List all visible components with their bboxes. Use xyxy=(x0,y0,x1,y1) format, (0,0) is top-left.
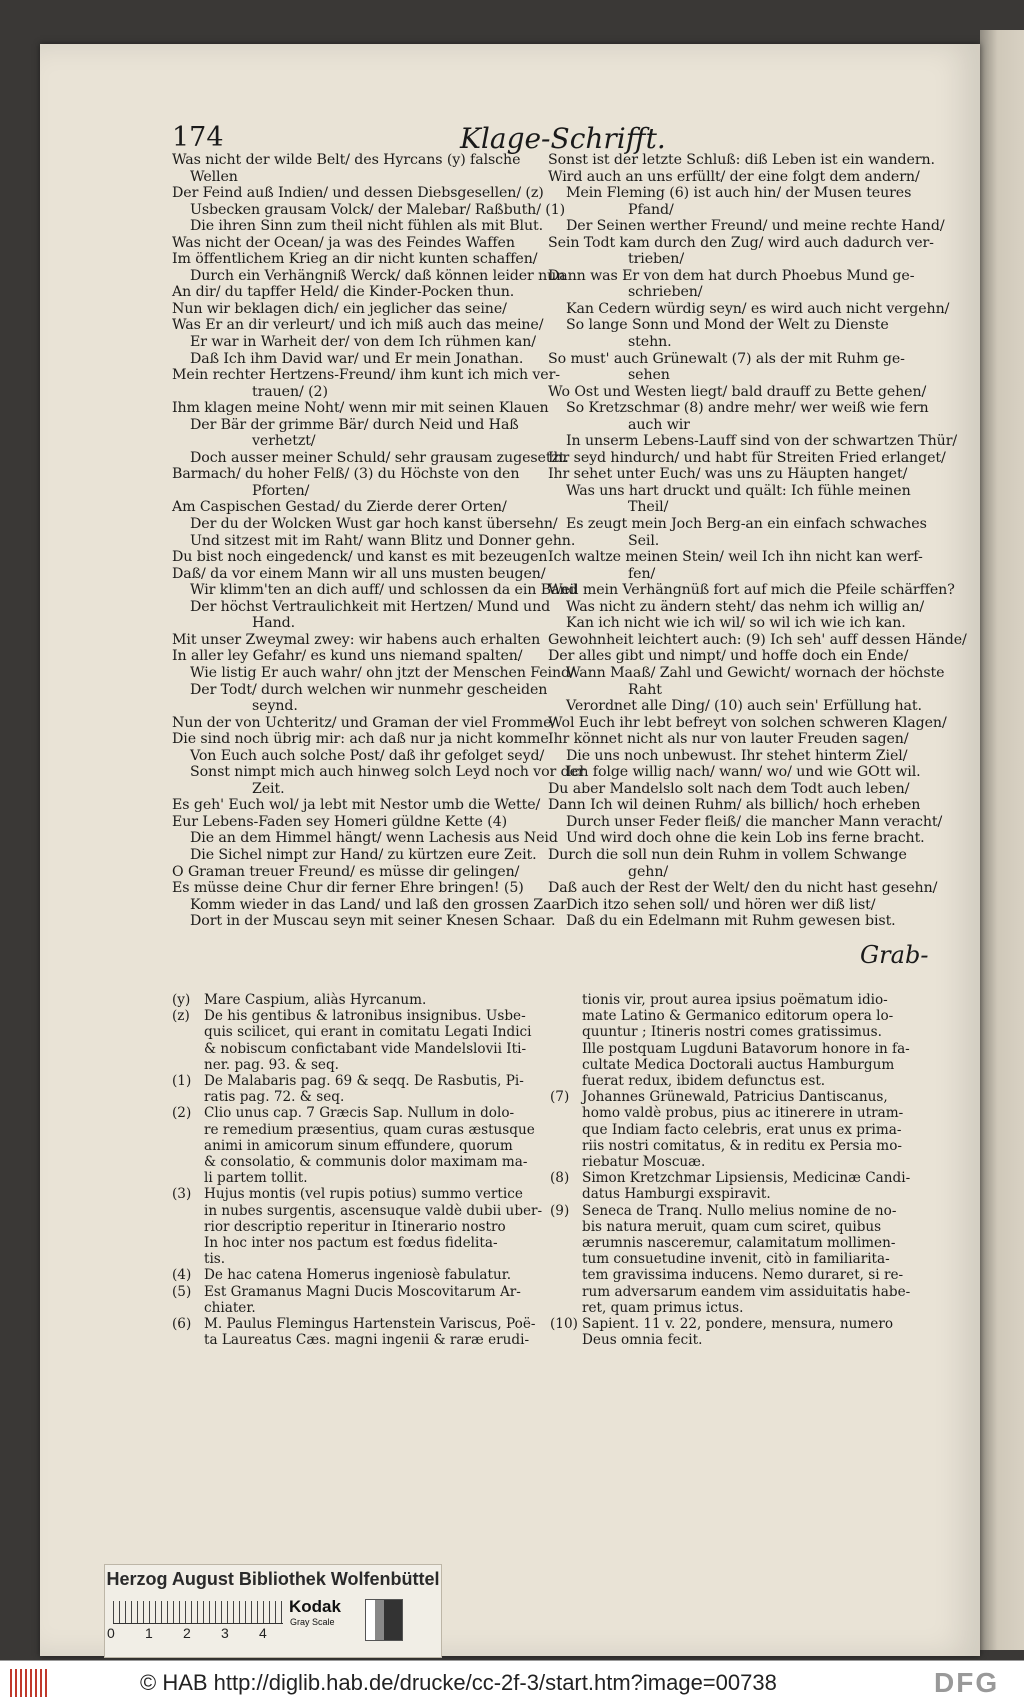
verse-line: Wir klimm'ten an dich auff/ und schlossen da ein Band xyxy=(190,582,578,599)
footnote-text: mate Latino & Germanico editorum opera lo- xyxy=(582,1008,894,1025)
footnote-line xyxy=(172,1267,542,1283)
verse-line: Komm wieder in das Land/ und laß den grossen Zaar xyxy=(190,896,567,913)
footnote-line xyxy=(550,1284,910,1300)
footnote-line xyxy=(550,1057,910,1073)
footnote-line xyxy=(550,1316,910,1332)
footnote-text: Sapient. 11 v. 22, pondere, mensura, numero xyxy=(582,1316,894,1333)
footnote-text: que Indiam facto celebris, erat unus ex prima- xyxy=(582,1121,902,1138)
verse-line: Der Seinen werther Freund/ und meine rechte Hand/ xyxy=(566,218,945,235)
gray-scale-label: Gray Scale xyxy=(290,1617,335,1627)
verse-line: Du bist noch eingedenck/ und kanst es mit bezeugen xyxy=(172,549,548,566)
footnote-line xyxy=(172,1105,542,1121)
verse-line: So must' auch Grünewalt (7) als der mit Ruhm ge- xyxy=(548,350,905,367)
verse-line: trauen/ (2) xyxy=(252,383,328,400)
verse-line: Doch ausser meiner Schuld/ sehr grausam zugesetzt. xyxy=(190,449,569,466)
verse-line: Der Feind auß Indien/ und dessen Diebsgesellen/ (z) xyxy=(172,185,544,202)
footnote-text: li partem tollit. xyxy=(204,1170,308,1187)
poem-column-left xyxy=(172,152,585,930)
footnote-line xyxy=(172,1089,542,1105)
verse-line: Die uns noch unbewust. Ihr stehet hinterm Ziel/ xyxy=(566,747,908,764)
footnote-marker: (4) xyxy=(172,1267,192,1284)
footnote-line xyxy=(172,992,542,1008)
footnote-marker: (7) xyxy=(550,1089,570,1106)
verse-line: Die Sichel nimpt zur Hand/ zu kürtzen eure Zeit. xyxy=(190,846,537,863)
verse-line: Und sitzest mit im Raht/ wann Blitz und Donner gehn. xyxy=(190,532,576,549)
verse-line: Ich waltze meinen Stein/ weil Ich ihn nicht kan werf- xyxy=(548,549,923,566)
verse-line: Dich itzo sehen soll/ und hören wer diß list/ xyxy=(566,896,876,913)
verse-line: Der höchst Vertraulichkeit mit Hertzen/ Mund und xyxy=(190,598,551,615)
verse-line: trieben/ xyxy=(628,251,685,268)
verse-line: auch wir xyxy=(628,416,690,433)
running-title: Klage-Schrifft. xyxy=(460,122,666,155)
scale-numbers xyxy=(107,1625,297,1641)
hab-logo-icon xyxy=(10,1669,48,1697)
footnote-text: Clio unus cap. 7 Græcis Sap. Nullum in dolo- xyxy=(204,1105,515,1122)
scale-number: 0 xyxy=(107,1625,115,1641)
footnote-text: Deus omnia fecit. xyxy=(582,1332,703,1349)
footnote-text: tum consuetudine invenit, citò in familiarita- xyxy=(582,1251,890,1268)
footnote-line xyxy=(172,1203,542,1219)
footnotes-right xyxy=(550,992,910,1348)
verse-line: Durch ein Verhängniß Werck/ daß können leider nun xyxy=(190,267,566,284)
viewer-footer xyxy=(0,1660,1024,1705)
footnote-marker: (y) xyxy=(172,992,191,1008)
footnote-line xyxy=(550,1041,910,1057)
scale-number: 1 xyxy=(145,1625,153,1641)
verse-line: Eur Lebens-Faden sey Homeri güldne Kette (4) xyxy=(172,813,508,830)
footnote-text: Hujus montis (vel rupis potius) summo vertice xyxy=(204,1186,523,1203)
verse-line: In unserm Lebens-Lauff sind von der schwartzen Thür/ xyxy=(566,433,958,450)
footnote-text: ærumnis nasceremur, calamitatum mollimen- xyxy=(582,1235,896,1252)
verse-line: Der du der Wolcken Wust gar hoch kanst übersehn/ xyxy=(190,516,558,533)
verse-line: Du aber Mandelslo solt nach dem Todt auch leben/ xyxy=(548,780,910,797)
footnote-line xyxy=(172,1154,542,1170)
footnote-text: ta Laureatus Cæs. magni ingenii & raræ erudi- xyxy=(204,1332,530,1349)
footnote-text: tionis vir, prout aurea ipsius poëmatum idio- xyxy=(582,992,888,1008)
verse-line: Daß auch der Rest der Welt/ den du nicht hast gesehn/ xyxy=(548,880,938,897)
footnote-line xyxy=(550,1186,910,1202)
verse-line: Die sind noch übrig mir: ach daß nur ja nicht komme xyxy=(172,731,549,748)
verse-line: Nun der von Uchteritz/ und Graman der viel Fromme/ xyxy=(172,714,557,731)
footnote-line xyxy=(172,1186,542,1202)
footnote-text: re remedium præsentius, quam curas æstusque xyxy=(204,1121,535,1138)
verse-line: Ihr seyd hindurch/ und habt für Streiten Fried erlanget/ xyxy=(548,449,946,466)
verse-line: So lange Sonn und Mond der Welt zu Dienste xyxy=(566,317,889,334)
verse-line: Usbecken grausam Volck/ der Malebar/ Raßbuth/ (1) xyxy=(190,201,566,218)
footnote-text: rum adversarum eandem vim assiduitatis habe- xyxy=(582,1283,911,1300)
footnote-marker: (2) xyxy=(172,1105,192,1122)
footnote-text: quuntur ; Itineris nostri comes gratissimus. xyxy=(582,1024,882,1041)
verse-line: Daß du ein Edelmann mit Ruhm gewesen bist. xyxy=(566,913,896,930)
verse-line: Was uns hart druckt und quält: Ich fühle meinen xyxy=(566,482,911,499)
footnote-line xyxy=(550,1008,910,1024)
verse-line: Ihr könnet nicht als nur von lauter Freuden sagen/ xyxy=(548,731,909,748)
verse-line: Dann Ich wil deinen Ruhm/ als billich/ hoch erheben xyxy=(548,797,921,814)
footnote-text: Mare Caspium, aliàs Hyrcanum. xyxy=(204,992,427,1008)
verse-line: Sonst nimpt mich auch hinweg solch Leyd noch vor der xyxy=(190,764,585,781)
verse-line: Der Bär der grimme Bär/ durch Neid und Haß xyxy=(190,416,519,433)
footnote-text: & consolatio, & communis dolor maximam ma- xyxy=(204,1154,528,1171)
verse-line: Verordnet alle Ding/ (10) auch sein' Erfüllung hat. xyxy=(566,698,922,715)
verse-line: Der alles gibt und nimpt/ und hoffe doch ein Ende/ xyxy=(548,648,909,665)
footnote-line xyxy=(550,1073,910,1089)
verse-line: Wird auch an uns erfüllt/ der eine folgt dem andern/ xyxy=(548,168,920,185)
footnote-text: in nubes surgentis, ascensuque valdè dubii uber- xyxy=(204,1202,543,1219)
footnotes-left xyxy=(172,992,542,1348)
footnote-text: chiater. xyxy=(204,1299,256,1316)
verse-line: Gewohnheit leichtert auch: (9) Ich seh' auff dessen Hände/ xyxy=(548,631,967,648)
verse-line: Zeit. xyxy=(252,780,285,797)
footnote-line xyxy=(550,1089,910,1105)
verse-line: Daß Ich ihm David war/ und Er mein Jonathan. xyxy=(190,350,524,367)
verse-line: Theil/ xyxy=(628,499,669,516)
footnote-marker: (5) xyxy=(172,1283,192,1300)
library-name: Herzog August Bibliothek Wolfenbüttel xyxy=(106,1569,440,1589)
verse-line: Weil mein Verhängnüß fort auf mich die Pfeile schärffen? xyxy=(548,582,955,599)
footnote-line xyxy=(550,1105,910,1121)
verse-line: So Kretzschmar (8) andre mehr/ wer weiß wie fern xyxy=(566,400,929,417)
verse-line: Barmach/ du hoher Felß/ (3) du Höchste von den xyxy=(172,466,520,483)
footnote-line xyxy=(172,1300,542,1316)
scale-number: 3 xyxy=(221,1625,229,1641)
verse-line: Nun wir beklagen dich/ ein jeglicher das seine/ xyxy=(172,300,507,317)
footnote-text: Simon Kretzchmar Lipsiensis, Medicinæ Candi- xyxy=(582,1170,911,1187)
footnote-line xyxy=(550,1235,910,1251)
footnote-line xyxy=(172,1122,542,1138)
footnote-text: fuerat redux, ibidem defunctus est. xyxy=(582,1073,826,1090)
library-stamp xyxy=(104,1564,442,1658)
verse-line: Ihm klagen meine Noht/ wenn mir mit seinen Klauen xyxy=(172,400,549,417)
verse-line: Es zeugt mein Joch Berg-an ein einfach schwaches xyxy=(566,516,927,533)
verse-line: Kan ich nicht wie ich wil/ so wil ich wie ich kan. xyxy=(566,615,906,632)
verse-line: Er war in Warheit der/ von dem Ich rühmen kan/ xyxy=(190,334,536,351)
verse-line: Am Caspischen Gestad/ du Zierde derer Orten/ xyxy=(172,499,507,516)
footnote-line xyxy=(172,1170,542,1186)
footnote-line xyxy=(550,1170,910,1186)
verse-line: Ihr sehet unter Euch/ was uns zu Häupten hanget/ xyxy=(548,466,908,483)
verse-line: Wol Euch ihr lebt befreyt von solchen schweren Klagen/ xyxy=(548,714,947,731)
footnote-text: Johannes Grünewald, Patricius Dantiscanus, xyxy=(582,1089,888,1106)
footnote-marker: (10) xyxy=(550,1316,578,1333)
verse-line: Wo Ost und Westen liegt/ bald drauff zu Bette gehen/ xyxy=(548,383,927,400)
verse-line: Seil. xyxy=(628,532,660,549)
footnote-line xyxy=(550,992,910,1008)
poem-column-right xyxy=(548,152,967,930)
footnote-line xyxy=(172,1332,542,1348)
footnote-marker: (1) xyxy=(172,1073,192,1090)
verse-line: verhetzt/ xyxy=(252,433,316,450)
verse-line: stehn. xyxy=(628,334,672,351)
verse-line: Mein rechter Hertzens-Freund/ ihm kunt ich mich ver- xyxy=(172,367,560,384)
footnote-line xyxy=(550,1154,910,1170)
verse-line: Wellen xyxy=(190,168,238,185)
footnote-text: De hac catena Homerus ingeniosè fabulatur. xyxy=(204,1267,512,1284)
footnote-text: riis nostri comitatus, & in reditu ex Persia mo- xyxy=(582,1137,902,1154)
footnote-line xyxy=(172,1008,542,1024)
scale-ruler xyxy=(113,1601,283,1624)
footnote-text: De Malabaris pag. 69 & seqq. De Rasbutis, Pi- xyxy=(204,1073,524,1090)
footnote-line xyxy=(550,1122,910,1138)
footnote-text: Seneca de Tranq. Nullo melius nomine de no- xyxy=(582,1202,897,1219)
verse-line: Mein Fleming (6) ist auch hin/ der Musen teures xyxy=(566,185,912,202)
footnote-text: & nobiscum confictabant vide Mandelslovii Iti- xyxy=(204,1040,527,1057)
verse-line: gehn/ xyxy=(628,863,669,880)
footnote-text: homo valdè probus, pius ac itinerere in utram- xyxy=(582,1105,904,1122)
footnote-text: bis natura meruit, quam cum sciret, quibus xyxy=(582,1218,882,1235)
gray-scale-patch xyxy=(365,1599,403,1641)
footnote-marker: (z) xyxy=(172,1008,190,1025)
footnote-line xyxy=(550,1219,910,1235)
footnote-line xyxy=(172,1057,542,1073)
verse-line: Wie listig Er auch wahr/ ohn jtzt der Menschen Feind/ xyxy=(190,664,575,681)
verse-line: Kan Cedern würdig seyn/ es wird auch nicht vergehn/ xyxy=(566,300,950,317)
verse-line: Was nicht der Ocean/ ja was des Feindes Waffen xyxy=(172,234,515,251)
verse-line: Was Er an dir verleurt/ und ich miß auch das meine/ xyxy=(172,317,544,334)
verse-line: Im öffentlichem Krieg an dir nicht kunten schaffen/ xyxy=(172,251,538,268)
footnote-text: De his gentibus & latronibus insignibus. Usbe- xyxy=(204,1008,526,1025)
footnote-line xyxy=(550,1332,910,1348)
next-page-edge xyxy=(980,30,1024,1650)
verse-line: An dir/ du tapffer Held/ die Kinder-Pocken thun. xyxy=(172,284,515,301)
footnote-line xyxy=(172,1024,542,1040)
footnote-line xyxy=(172,1251,542,1267)
footnote-marker: (9) xyxy=(550,1202,570,1219)
verse-line: Pforten/ xyxy=(252,482,310,499)
verse-line: Was nicht der wilde Belt/ des Hyrcans (y) falsche xyxy=(172,152,521,168)
footnote-text: rior descriptio reperitur in Itinerario nostro xyxy=(204,1218,506,1235)
verse-line: O Graman treuer Freund/ es müsse dir gelingen/ xyxy=(172,863,520,880)
verse-line: Die an dem Himmel hängt/ wenn Lachesis aus Neid xyxy=(190,830,558,847)
verse-line: Und wird doch ohne die kein Lob ins ferne bracht. xyxy=(566,830,925,847)
verse-line: Sonst ist der letzte Schluß: diß Leben ist ein wandern. xyxy=(548,152,935,168)
verse-line: Raht xyxy=(628,681,662,698)
verse-line: In aller ley Gefahr/ es kund uns niemand spalten/ xyxy=(172,648,523,665)
verse-line: Sein Todt kam durch den Zug/ wird auch dadurch ver- xyxy=(548,234,934,251)
source-link[interactable]: © HAB http://diglib.hab.de/drucke/cc-2f-3/start.htm?image=00738 xyxy=(140,1670,777,1695)
footnote-text: cultate Medica Doctorali auctus Hamburgum xyxy=(582,1056,895,1073)
verse-line: Die ihren Sinn zum theil nicht fühlen als mit Blut. xyxy=(190,218,544,235)
footnote-text: M. Paulus Flemingus Hartenstein Variscus, Poë- xyxy=(204,1316,536,1333)
footnote-line xyxy=(550,1251,910,1267)
verse-line: Dort in der Muscau seyn mit seiner Knesen Schaar. xyxy=(190,913,556,930)
dfg-logo: DFG xyxy=(934,1667,1000,1698)
verse-line: Hand. xyxy=(252,615,296,632)
footnote-marker: (8) xyxy=(550,1170,570,1187)
footnote-text: animi in amicorum sinum effundere, quorum xyxy=(204,1137,513,1154)
verse-line: Es müsse deine Chur dir ferner Ehre bringen! (5) xyxy=(172,880,524,897)
footnote-text: datus Hamburgi exspiravit. xyxy=(582,1186,771,1203)
catchword: Grab- xyxy=(860,941,929,969)
footnote-line xyxy=(172,1284,542,1300)
verse-line: Was nicht zu ändern steht/ das nehm ich willig an/ xyxy=(566,598,925,615)
footnote-line xyxy=(550,1203,910,1219)
footnote-line xyxy=(172,1138,542,1154)
footnote-text: ner. pag. 93. & seq. xyxy=(204,1056,340,1073)
verse-line: fen/ xyxy=(628,565,656,582)
verse-line: sehen xyxy=(628,367,670,384)
footnote-line xyxy=(172,1235,542,1251)
book-page xyxy=(40,44,980,1656)
verse-line: Daß/ da vor einem Mann wir all uns musten beugen/ xyxy=(172,565,546,582)
verse-line: schrieben/ xyxy=(628,284,703,301)
footnote-line xyxy=(172,1041,542,1057)
verse-line: seynd. xyxy=(252,698,298,715)
kodak-brand: Kodak xyxy=(289,1597,341,1616)
footnote-text: riebatur Moscuæ. xyxy=(582,1154,706,1171)
footnote-text: In hoc inter nos pactum est fœdus fidelita- xyxy=(204,1235,498,1252)
footnote-text: tis. xyxy=(204,1251,226,1268)
verse-line: Wann Maaß/ Zahl und Gewicht/ wornach der höchste xyxy=(566,664,945,681)
scale-number: 2 xyxy=(183,1625,191,1641)
footnote-line xyxy=(172,1073,542,1089)
verse-line: Von Euch auch solche Post/ daß ihr gefolget seyd/ xyxy=(190,747,545,764)
verse-line: Dann was Er von dem hat durch Phoebus Mund ge- xyxy=(548,267,915,284)
footnote-text: Est Gramanus Magni Ducis Moscovitarum Ar- xyxy=(204,1283,521,1300)
footnote-line xyxy=(550,1267,910,1283)
verse-line: Durch unser Feder fleiß/ die mancher Mann veracht/ xyxy=(566,813,943,830)
footnote-line xyxy=(550,1024,910,1040)
footnote-marker: (6) xyxy=(172,1316,192,1333)
footnote-line xyxy=(550,1138,910,1154)
scale-number: 4 xyxy=(259,1625,267,1641)
verse-line: Durch die soll nun dein Ruhm in vollem Schwange xyxy=(548,846,907,863)
footnote-line xyxy=(172,1316,542,1332)
verse-line: Ich folge willig nach/ wann/ wo/ und wie GOtt wil. xyxy=(566,764,921,781)
verse-line: Mit unser Zweymal zwey: wir habens auch erhalten xyxy=(172,631,541,648)
verse-line: Der Todt/ durch welchen wir nunmehr gescheiden xyxy=(190,681,548,698)
footnote-text: ret, quam primus ictus. xyxy=(582,1299,744,1316)
footnote-text: Ille postquam Lugduni Batavorum honore in fa- xyxy=(582,1040,910,1057)
footnote-line xyxy=(172,1219,542,1235)
footnote-text: tem gravissima inducens. Nemo duraret, si re- xyxy=(582,1267,904,1284)
footnote-text: quis scilicet, qui erant in comitatu Legati Indici xyxy=(204,1024,532,1041)
footnote-line xyxy=(550,1300,910,1316)
footnote-marker: (3) xyxy=(172,1186,192,1203)
page-number: 174 xyxy=(172,122,224,153)
footnote-text: ratis pag. 72. & seq. xyxy=(204,1089,345,1106)
verse-line: Es geh' Euch wol/ ja lebt mit Nestor umb die Wette/ xyxy=(172,797,541,814)
verse-line: Pfand/ xyxy=(628,201,674,218)
